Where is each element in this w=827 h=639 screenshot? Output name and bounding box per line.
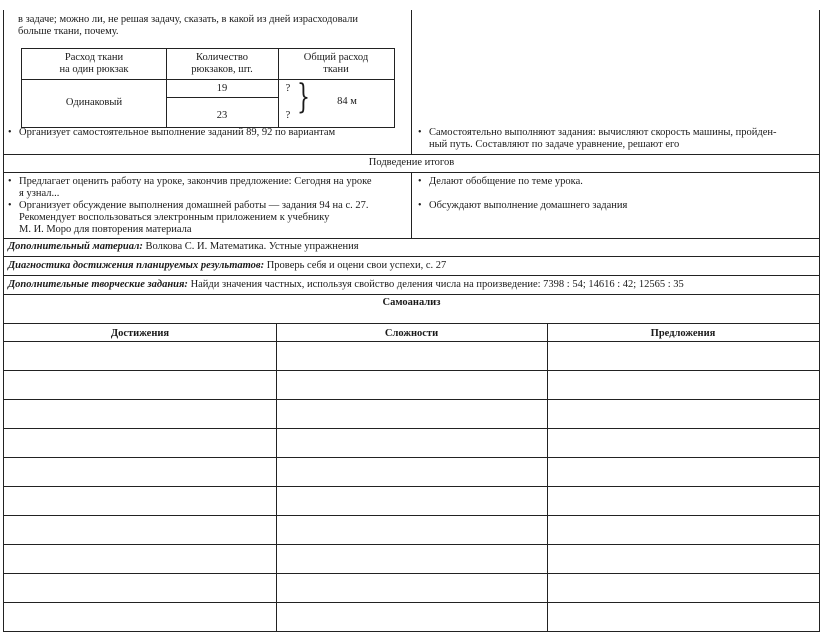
empty-row-line [4,573,819,574]
empty-row-line [4,486,819,487]
intro-line-2: больше ткани, почему. [18,26,119,37]
task-table [21,48,395,128]
student-item-1: Делают обобщение по теме урока. [429,176,583,187]
column-achievements: Достижения [110,328,170,339]
task-col1-header-line2: на один рюкзак [59,64,129,75]
additional-material-label: Дополнительный материал: [8,241,143,252]
column-difficulties: Сложности [384,328,439,339]
student-note-line-1: Самостоятельно выполняют задания: вычисляют скорость машины, пройден- [429,127,777,138]
task-row-label: Одинаковый [65,97,123,108]
task-question-1: ? [285,83,291,94]
bullet-icon: • [8,176,12,187]
bullet-icon: • [418,176,422,187]
teacher-note: Организует самостоятельное выполнение заданий 89, 92 по вариантам [19,127,336,138]
empty-row-line [4,399,819,400]
task-col1-header-line1: Расход ткани [64,52,124,63]
additional-material-text: Волкова С. И. Математика. Устные упражнения [142,241,359,252]
additional-material [8,241,359,253]
teacher-item2-line2: Рекомендует воспользоваться электронным приложением к учебнику [19,212,330,223]
empty-row-line [4,544,819,545]
student-note-line-2: ный путь. Составляют по задаче уравнение, решают его [429,139,680,150]
self-analysis-heading: Самоанализ [382,297,441,308]
curly-brace: } [297,77,310,117]
creative-tasks-text: Найди значения частных, используя свойство деления числа на произведение: 7398 : 54; 14616 : 42; 12565 : 35 [187,279,684,290]
lesson-plan-page [3,10,820,632]
bullet-icon: • [418,127,422,138]
task-value-2: 23 [216,110,228,121]
creative-tasks-label: Дополнительные творческие задания: [8,279,188,290]
teacher-item1-line1: Предлагает оценить работу на уроке, закончив предложение: Сегодня на уроке [19,176,372,187]
empty-row-line [4,457,819,458]
student-item-2: Обсуждают выполнение домашнего задания [429,200,628,211]
task-value-1: 19 [216,83,228,94]
summary-heading: Подведение итогов [368,157,455,168]
task-question-2: ? [285,110,291,121]
bullet-icon: • [8,200,12,211]
diagnostics-text: Проверь себя и оцени свои успехи, с. 27 [264,260,447,271]
diagnostics [8,260,446,272]
bullet-icon: • [418,200,422,211]
task-total: 84 м [337,96,357,107]
empty-row-line [4,602,819,603]
empty-row-line [4,370,819,371]
bullet-icon: • [8,127,12,138]
diagnostics-label: Диагностика достижения планируемых результатов: [8,260,265,271]
creative-tasks [8,279,684,291]
empty-row-line [4,515,819,516]
task-col3-header-line1: Общий расход [303,52,369,63]
task-col2-header-line1: Количество [195,52,249,63]
teacher-item1-line2: я узнал... [19,188,60,199]
teacher-item2-line1: Организует обсуждение выполнения домашней работы — задания 94 на с. 27. [19,200,369,211]
task-col2-header-line2: рюкзаков, шт. [191,64,253,75]
task-col3-header-line2: ткани [323,64,349,75]
empty-row-line [4,341,819,342]
empty-row-line [4,428,819,429]
column-suggestions: Предложения [650,328,716,339]
intro-line-1: в задаче; можно ли, не решая задачу, сказать, в какой из дней израсходовали [18,14,359,25]
teacher-item2-line3: М. И. Моро для повторения материала [19,224,192,235]
